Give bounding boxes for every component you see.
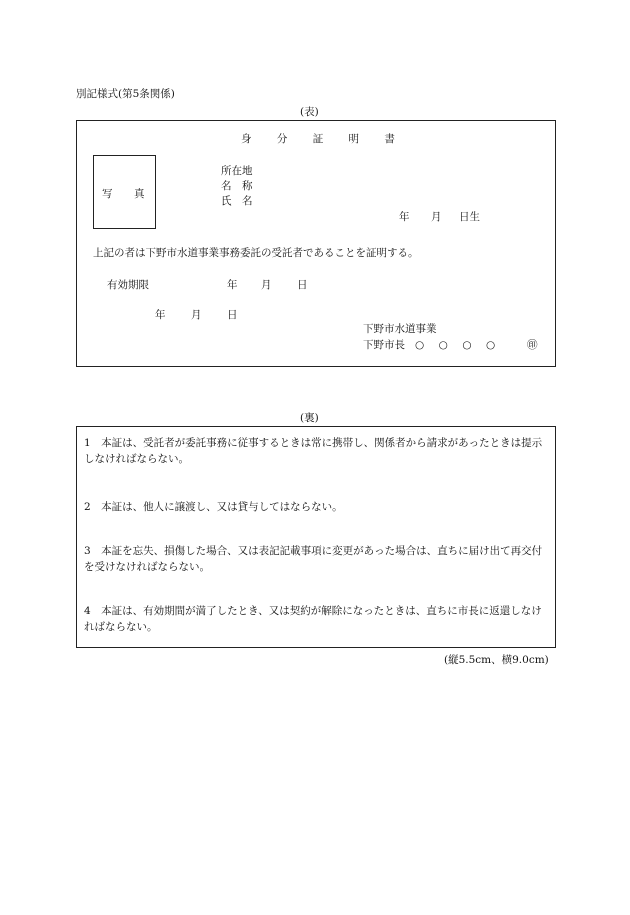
address-label: 所在地 bbox=[221, 165, 253, 177]
form-label: 別記様式(第5条関係) bbox=[76, 88, 175, 100]
notice-item: 3 本証を忘失、損傷した場合、又は表記記載事項に変更があった場合は、直ちに届け出て再交付を受けなければならない。 bbox=[84, 545, 543, 573]
issue-year: 年 bbox=[155, 309, 166, 321]
notice-item: 1 本証は、受託者が委託事務に従事するときは常に携帯し、関係者から請求があったときは提示しなければならない。 bbox=[84, 437, 543, 465]
title-char: 分 bbox=[276, 133, 288, 145]
photo-label: 写 bbox=[102, 188, 113, 200]
validity-year: 年 bbox=[227, 279, 238, 291]
issue-day: 日 bbox=[227, 309, 238, 321]
company-name-label: 名 称 bbox=[221, 180, 253, 192]
dob-month: 月 bbox=[431, 211, 442, 223]
notice-item: 2 本証は、他人に譲渡し、又は貸与してはならない。 bbox=[84, 501, 343, 513]
title-char: 身 bbox=[241, 133, 252, 145]
issuer-title: 下野市長 bbox=[363, 339, 405, 351]
issuer-organization: 下野市水道事業 bbox=[363, 323, 437, 335]
seal-mark: ㊞ bbox=[527, 339, 538, 351]
front-label: (表) bbox=[300, 106, 319, 118]
title-char: 明 bbox=[348, 133, 360, 145]
validity-month: 月 bbox=[261, 279, 272, 291]
dob-year: 年 bbox=[399, 211, 410, 223]
person-name-label: 氏 名 bbox=[221, 195, 253, 207]
title bbox=[241, 131, 395, 146]
notice-item: 4 本証は、有効期間が満了したとき、又は契約が解除になったときは、直ちに市長に返還しなければならない。 bbox=[84, 605, 542, 633]
validity-label: 有効期限 bbox=[107, 279, 149, 291]
validity-day: 日 bbox=[297, 279, 308, 291]
photo-label: 真 bbox=[134, 188, 145, 200]
title-char: 証 bbox=[312, 133, 324, 145]
back-card bbox=[76, 426, 556, 648]
issue-month: 月 bbox=[191, 309, 202, 321]
certification-statement: 上記の者は下野市水道事業事務委託の受託者であることを証明する。 bbox=[93, 247, 419, 259]
photo-box bbox=[93, 155, 156, 229]
dob-day: 日生 bbox=[459, 211, 480, 223]
title-char: 書 bbox=[384, 133, 395, 145]
back-label: (裏) bbox=[300, 412, 319, 424]
issuer-name-placeholder: ○ ○ ○ ○ bbox=[415, 339, 498, 351]
front-card bbox=[76, 120, 556, 367]
size-note: (縦5.5cm、横9.0cm) bbox=[444, 654, 549, 666]
